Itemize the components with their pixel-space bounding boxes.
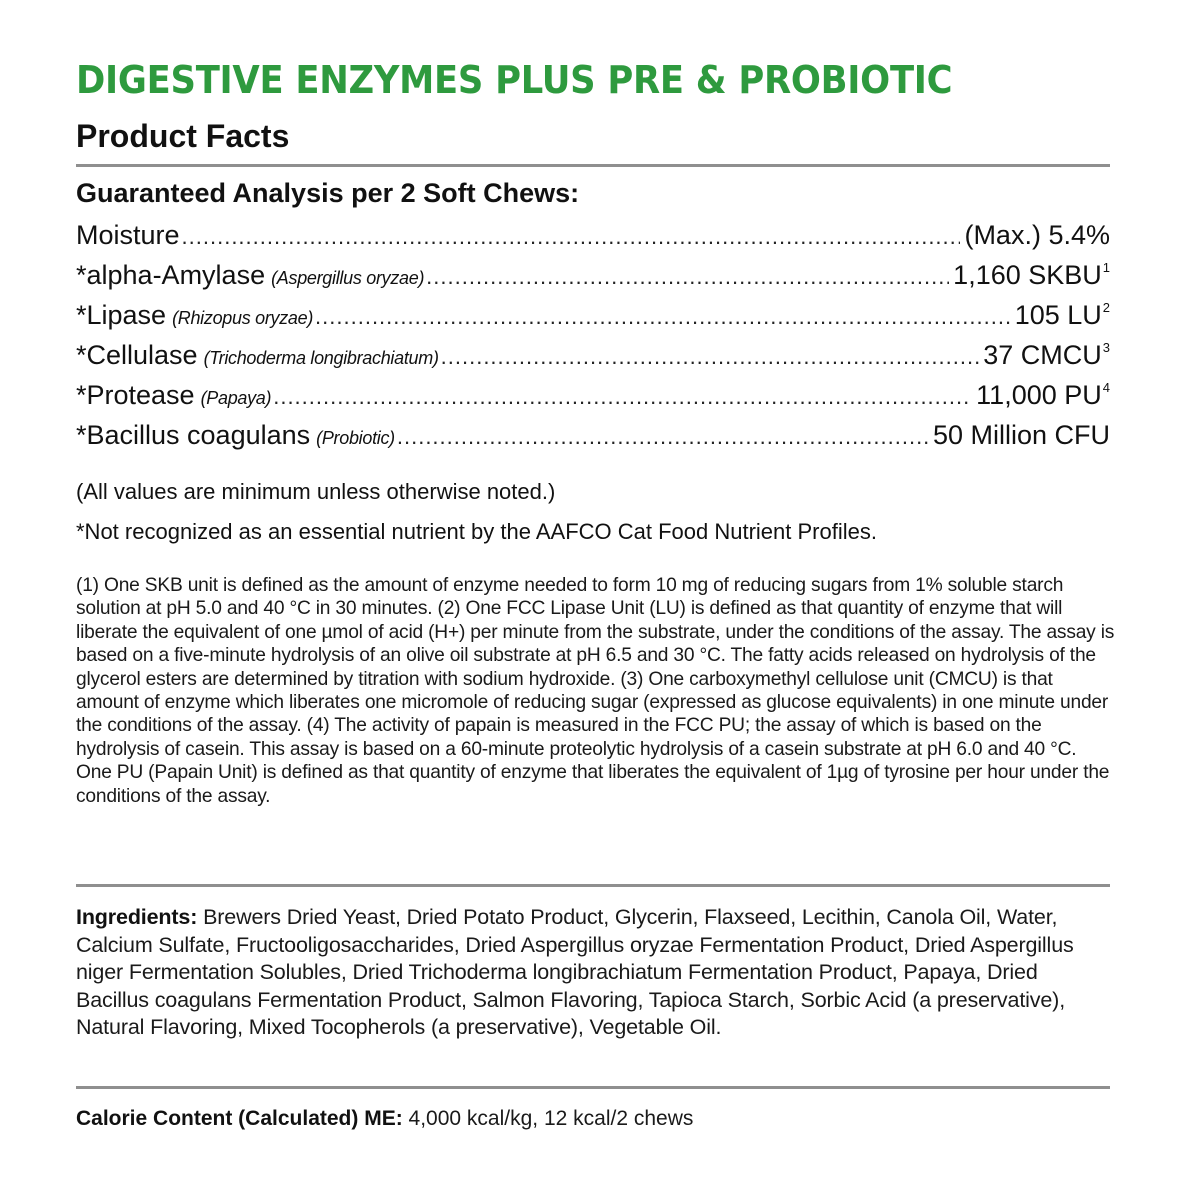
dot-leader [397, 424, 929, 450]
analysis-row-protease [76, 380, 1110, 420]
guaranteed-analysis-table [76, 220, 1110, 460]
nutrient-name: *alpha-Amylase [76, 260, 266, 290]
divider [76, 884, 1110, 887]
dot-leader [426, 264, 949, 290]
nutrient-value-text: 105 LU [1014, 300, 1102, 330]
divider [76, 164, 1110, 167]
nutrient-value-text: 37 CMCU [983, 340, 1102, 370]
nutrient-name: Moisture [76, 220, 180, 250]
nutrient-value-text: 50 Million CFU [932, 420, 1110, 450]
guaranteed-analysis-heading: Guaranteed Analysis per 2 Soft Chews: [76, 178, 580, 208]
nutrient-value [964, 220, 1110, 251]
aafco-note: *Not recognized as an essential nutrient by the AAFCO Cat Food Nutrient Profiles. [76, 519, 877, 544]
ingredients-section [76, 904, 1116, 1042]
unit-definitions-footnotes: (1) One SKB unit is defined as the amount of enzyme needed to form 10 mg of reducing sugars from 1% soluble starch solution at pH 5.0 and 40 °C in 30 minutes. (2) One FCC Lipase Unit (LU) is defined as that quantity of enzyme that will liberate the equivalent of one µmol of acid (H+) per minute from the substrate, under the conditions of the assay. The assay is based on a five-minute hydrolysis of an olive oil substrate at pH 6.5 and 30 °C. The fatty acids released on hydrolysis of the glycerol esters are determined by titration with sodium hydroxide. (3) One carboxymethyl cellulose unit (CMCU) is that amount of enzyme which liberates one micromole of reducing sugar (expressed as glucose equivalents) in one minute under the conditions of the assay. (4) The activity of papain is measured in the FCC PU; the assay of which is based on the hydrolysis of casein. This assay is based on a 60-minute proteolytic hydrolysis of a casein substrate at pH 6.0 and 40 °C. One PU (Papain Unit) is defined as that quantity of enzyme that liberates the equivalent of 1µg of tyrosine per hour under the conditions of the assay. [76, 575, 1115, 807]
analysis-row-lipase [76, 300, 1110, 340]
section-title-product-facts: Product Facts [76, 118, 290, 154]
footnote-marker: 4 [1102, 380, 1110, 395]
nutrient-value-text: (Max.) 5.4% [964, 220, 1110, 250]
divider [76, 1086, 1110, 1089]
calorie-value: 4,000 kcal/kg, 12 kcal/2 chews [402, 1107, 694, 1130]
dot-leader [273, 384, 972, 410]
nutrient-source: (Trichoderma longibrachiatum) [203, 348, 439, 368]
nutrient-source: (Probiotic) [316, 428, 395, 448]
footnote-marker: 3 [1102, 340, 1110, 355]
calorie-label: Calorie Content (Calculated) ME: [76, 1107, 403, 1130]
dot-leader [441, 344, 980, 370]
analysis-row-moisture [76, 220, 1110, 260]
nutrient-name: *Lipase [76, 300, 167, 330]
nutrient-source: (Papaya) [200, 388, 272, 408]
dot-leader [315, 304, 1011, 330]
nutrient-value [953, 260, 1110, 291]
footnote-marker: 1 [1102, 260, 1110, 275]
footnote-marker: 2 [1102, 300, 1110, 315]
calorie-content [76, 1107, 693, 1131]
analysis-row-cellulase [76, 340, 1110, 380]
minimum-values-note: (All values are minimum unless otherwise noted.) [76, 479, 556, 504]
nutrient-source: (Aspergillus oryzae) [271, 268, 425, 288]
ingredients-label: Ingredients: [76, 905, 198, 929]
product-title: DIGESTIVE ENZYMES PLUS PRE & PROBIOTIC [76, 58, 953, 102]
nutrient-value [976, 380, 1110, 411]
analysis-row-alpha-amylase [76, 260, 1110, 300]
nutrient-value [933, 420, 1110, 451]
analysis-row-bacillus-coagulans [76, 420, 1110, 460]
nutrient-value-text: 11,000 PU [976, 380, 1102, 410]
nutrient-name: *Cellulase [76, 340, 198, 370]
ingredients-list: Brewers Dried Yeast, Dried Potato Product, Glycerin, Flaxseed, Lecithin, Canola Oil, Water, Calcium Sulfate, Fructooligosaccharides, Dried Aspergillus oryzae Fermentation Product, Dried Aspergillus niger Fermentation Solubles, Dried Trichoderma longibrachiatum Fermentation Product, Papaya, Dried Bacillus coagulans Fermentation Product, Salmon Flavoring, Tapioca Starch, Sorbic Acid (a preservative), Natural Flavoring, Mixed Tocopherols (a preservative), Vegetable Oil. [76, 905, 1074, 1040]
nutrient-name: *Protease [76, 380, 195, 410]
nutrient-value [983, 340, 1110, 371]
nutrient-value-text: 1,160 SKBU [953, 260, 1102, 290]
nutrient-source: (Rhizopus oryzae) [172, 308, 314, 328]
nutrient-value [1015, 300, 1110, 331]
dot-leader [182, 224, 961, 250]
nutrient-name: *Bacillus coagulans [76, 420, 311, 450]
